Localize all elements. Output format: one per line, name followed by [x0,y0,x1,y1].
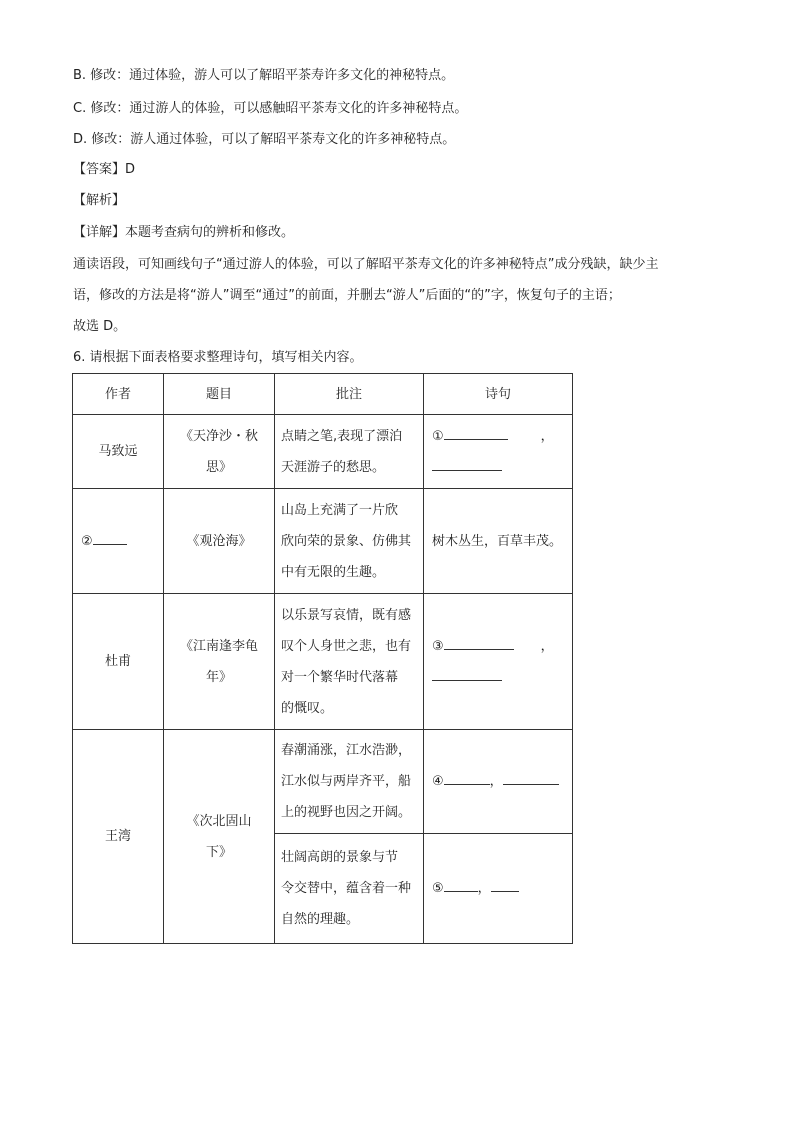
line-answer: 【答案】D [73,162,136,177]
cell-author: ② [73,489,164,594]
answer-blank[interactable] [503,770,559,785]
answer-blank[interactable] [444,635,514,650]
line-analysis: 【解析】 [73,193,126,208]
table-row [73,594,573,730]
cell-poem: ④ ， [424,730,573,834]
cell-poem: ③ ， [424,594,573,730]
header-author: 作者 [73,374,164,415]
cell-poem: ⑤ ， [424,834,573,944]
cell-title: 《观沧海》 [164,489,275,594]
line-option-c: C. 修改：通过游人的体验，可以感触昭平茶寿文化的许多神秘特点。 [73,101,468,116]
answer-blank[interactable] [93,530,127,545]
answer-blank[interactable] [432,456,502,471]
answer-blank[interactable] [491,877,519,892]
cell-title: 《江南逢李龟 年》 [164,594,275,730]
cell-title: 《次北固山 下》 [164,730,275,944]
header-title: 题目 [164,374,275,415]
cell-note: 山岛上充满了一片欣 欣向荣的景象、仿佛其 中有无限的生趣。 [275,489,424,594]
table-row [73,730,573,834]
table-row [73,415,573,489]
answer-blank[interactable] [444,425,508,440]
cell-note: 点睛之笔,表现了漂泊 天涯游子的愁思。 [275,415,424,489]
line-explain-2: 语，修改的方法是将“游人”调至“通过”的前面，并删去“游人”后面的“的”字，恢复句子的主语； [73,288,621,303]
line-option-b: B. 修改：通过体验，游人可以了解昭平茶寿许多文化的神秘特点。 [73,68,455,83]
table-header-row [73,374,573,415]
answer-blank[interactable] [444,770,490,785]
line-explain-1: 通读语段，可知画线句子“通过游人的体验，可以了解昭平茶寿文化的许多神秘特点”成分残缺，缺少主 [73,257,659,272]
line-choose: 故选 D。 [73,319,127,334]
answer-blank[interactable] [444,877,478,892]
cell-note: 以乐景写哀情，既有感 叹个人身世之悲，也有 对一个繁华时代落幕 的慨叹。 [275,594,424,730]
cell-poem: 树木丛生，百草丰茂。 [424,489,573,594]
header-note: 批注 [275,374,424,415]
poem-table [72,373,573,944]
question-6: 6. 请根据下面表格要求整理诗句，填写相关内容。 [73,350,363,365]
table-row [73,489,573,594]
line-detail: 【详解】本题考查病句的辨析和修改。 [73,225,295,240]
cell-title: 《天净沙・秋 思》 [164,415,275,489]
line-option-d: D. 修改：游人通过体验，可以了解昭平茶寿文化的许多神秘特点。 [73,132,456,147]
header-poem: 诗句 [424,374,573,415]
cell-author: 王湾 [73,730,164,944]
answer-blank[interactable] [432,666,502,681]
cell-author: 杜甫 [73,594,164,730]
cell-note: 春潮涌涨，江水浩渺， 江水似与两岸齐平，船 上的视野也因之开阔。 [275,730,424,834]
cell-note: 壮阔高朗的景象与节 令交替中，蕴含着一种 自然的理趣。 [275,834,424,944]
cell-poem: ① ， [424,415,573,489]
cell-author: 马致远 [73,415,164,489]
